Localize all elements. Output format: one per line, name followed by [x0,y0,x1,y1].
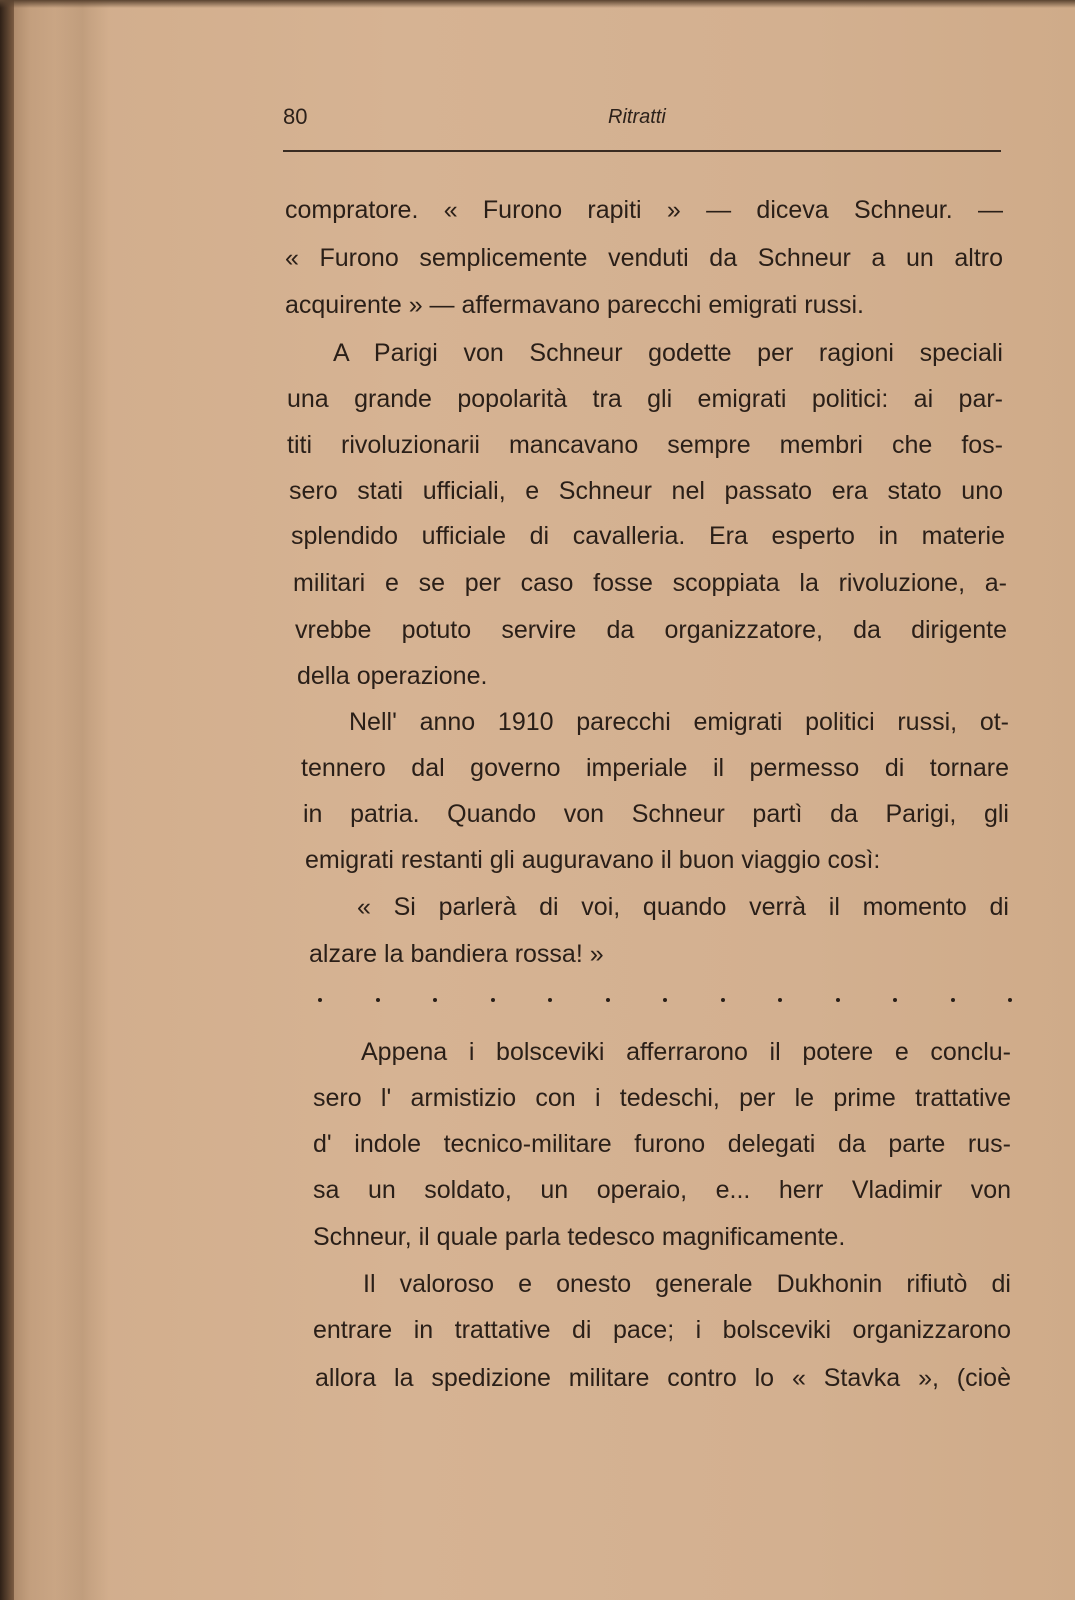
text-line-13: tennero dal governo imperiale il permesso di tornare [301,754,1009,782]
separator-dot [663,998,667,1002]
separator-dot [893,998,897,1002]
text-line-12: Nell' anno 1910 parecchi emigrati politici russi, ot- [349,708,1009,736]
text-line-10: vrebbe potuto servire da organizzatore, da dirigente [295,616,1007,644]
text-line-23: Il valoroso e onesto generale Dukhonin rifiutò di [363,1270,1011,1298]
text-line-15: emigrati restanti gli auguravano il buon viaggio così: [305,846,881,874]
text-line-25: allora la spedizione militare contro lo « Stavka », (cioè [315,1364,1011,1392]
separator-dot [433,998,437,1002]
page-number: 80 [283,104,308,129]
text-line-2: « Furono semplicemente venduti da Schneur a un altro [285,244,1003,272]
separator-dot [606,998,610,1002]
text-line-18: Appena i bolsceviki afferrarono il potere e conclu- [361,1038,1011,1066]
text-line-22: Schneur, il quale parla tedesco magnificamente. [313,1223,846,1251]
section-separator-dots [318,998,1012,1018]
running-title: Ritratti [608,106,666,128]
separator-dot [491,998,495,1002]
separator-dot [951,998,955,1002]
separator-dot [1008,998,1012,1002]
text-line-14: in patria. Quando von Schneur partì da Parigi, gli [303,800,1009,828]
separator-dot [778,998,782,1002]
separator-dot [548,998,552,1002]
text-line-20: d' indole tecnico-militare furono delegati da parte rus- [313,1130,1011,1158]
text-line-1: compratore. « Furono rapiti » — diceva Schneur. — [285,196,1003,224]
text-line-6: titi rivoluzionarii mancavano sempre membri che fos- [287,431,1003,459]
text-line-3: acquirente » — affermavano parecchi emigrati russi. [285,291,864,319]
separator-dot [318,998,322,1002]
text-line-7: sero stati ufficiali, e Schneur nel passato era stato uno [289,477,1003,505]
separator-dot [836,998,840,1002]
text-line-16: « Si parlerà di voi, quando verrà il momento di [357,893,1009,921]
text-line-9: militari e se per caso fosse scoppiata la rivoluzione, a- [293,569,1007,597]
text-line-5: una grande popolarità tra gli emigrati politici: ai par- [287,385,1003,413]
text-line-11: della operazione. [297,662,488,690]
text-line-24: entrare in trattative di pace; i bolsceviki organizzarono [313,1316,1011,1344]
text-line-8: splendido ufficiale di cavalleria. Era esperto in materie [291,522,1005,550]
text-line-17: alzare la bandiera rossa! » [309,940,604,968]
text-line-21: sa un soldato, un operaio, e... herr Vladimir von [313,1176,1011,1204]
separator-dot [721,998,725,1002]
separator-dot [376,998,380,1002]
text-line-19: sero l' armistizio con i tedeschi, per le prime trattative [313,1084,1011,1112]
text-line-4: A Parigi von Schneur godette per ragioni speciali [333,339,1003,367]
